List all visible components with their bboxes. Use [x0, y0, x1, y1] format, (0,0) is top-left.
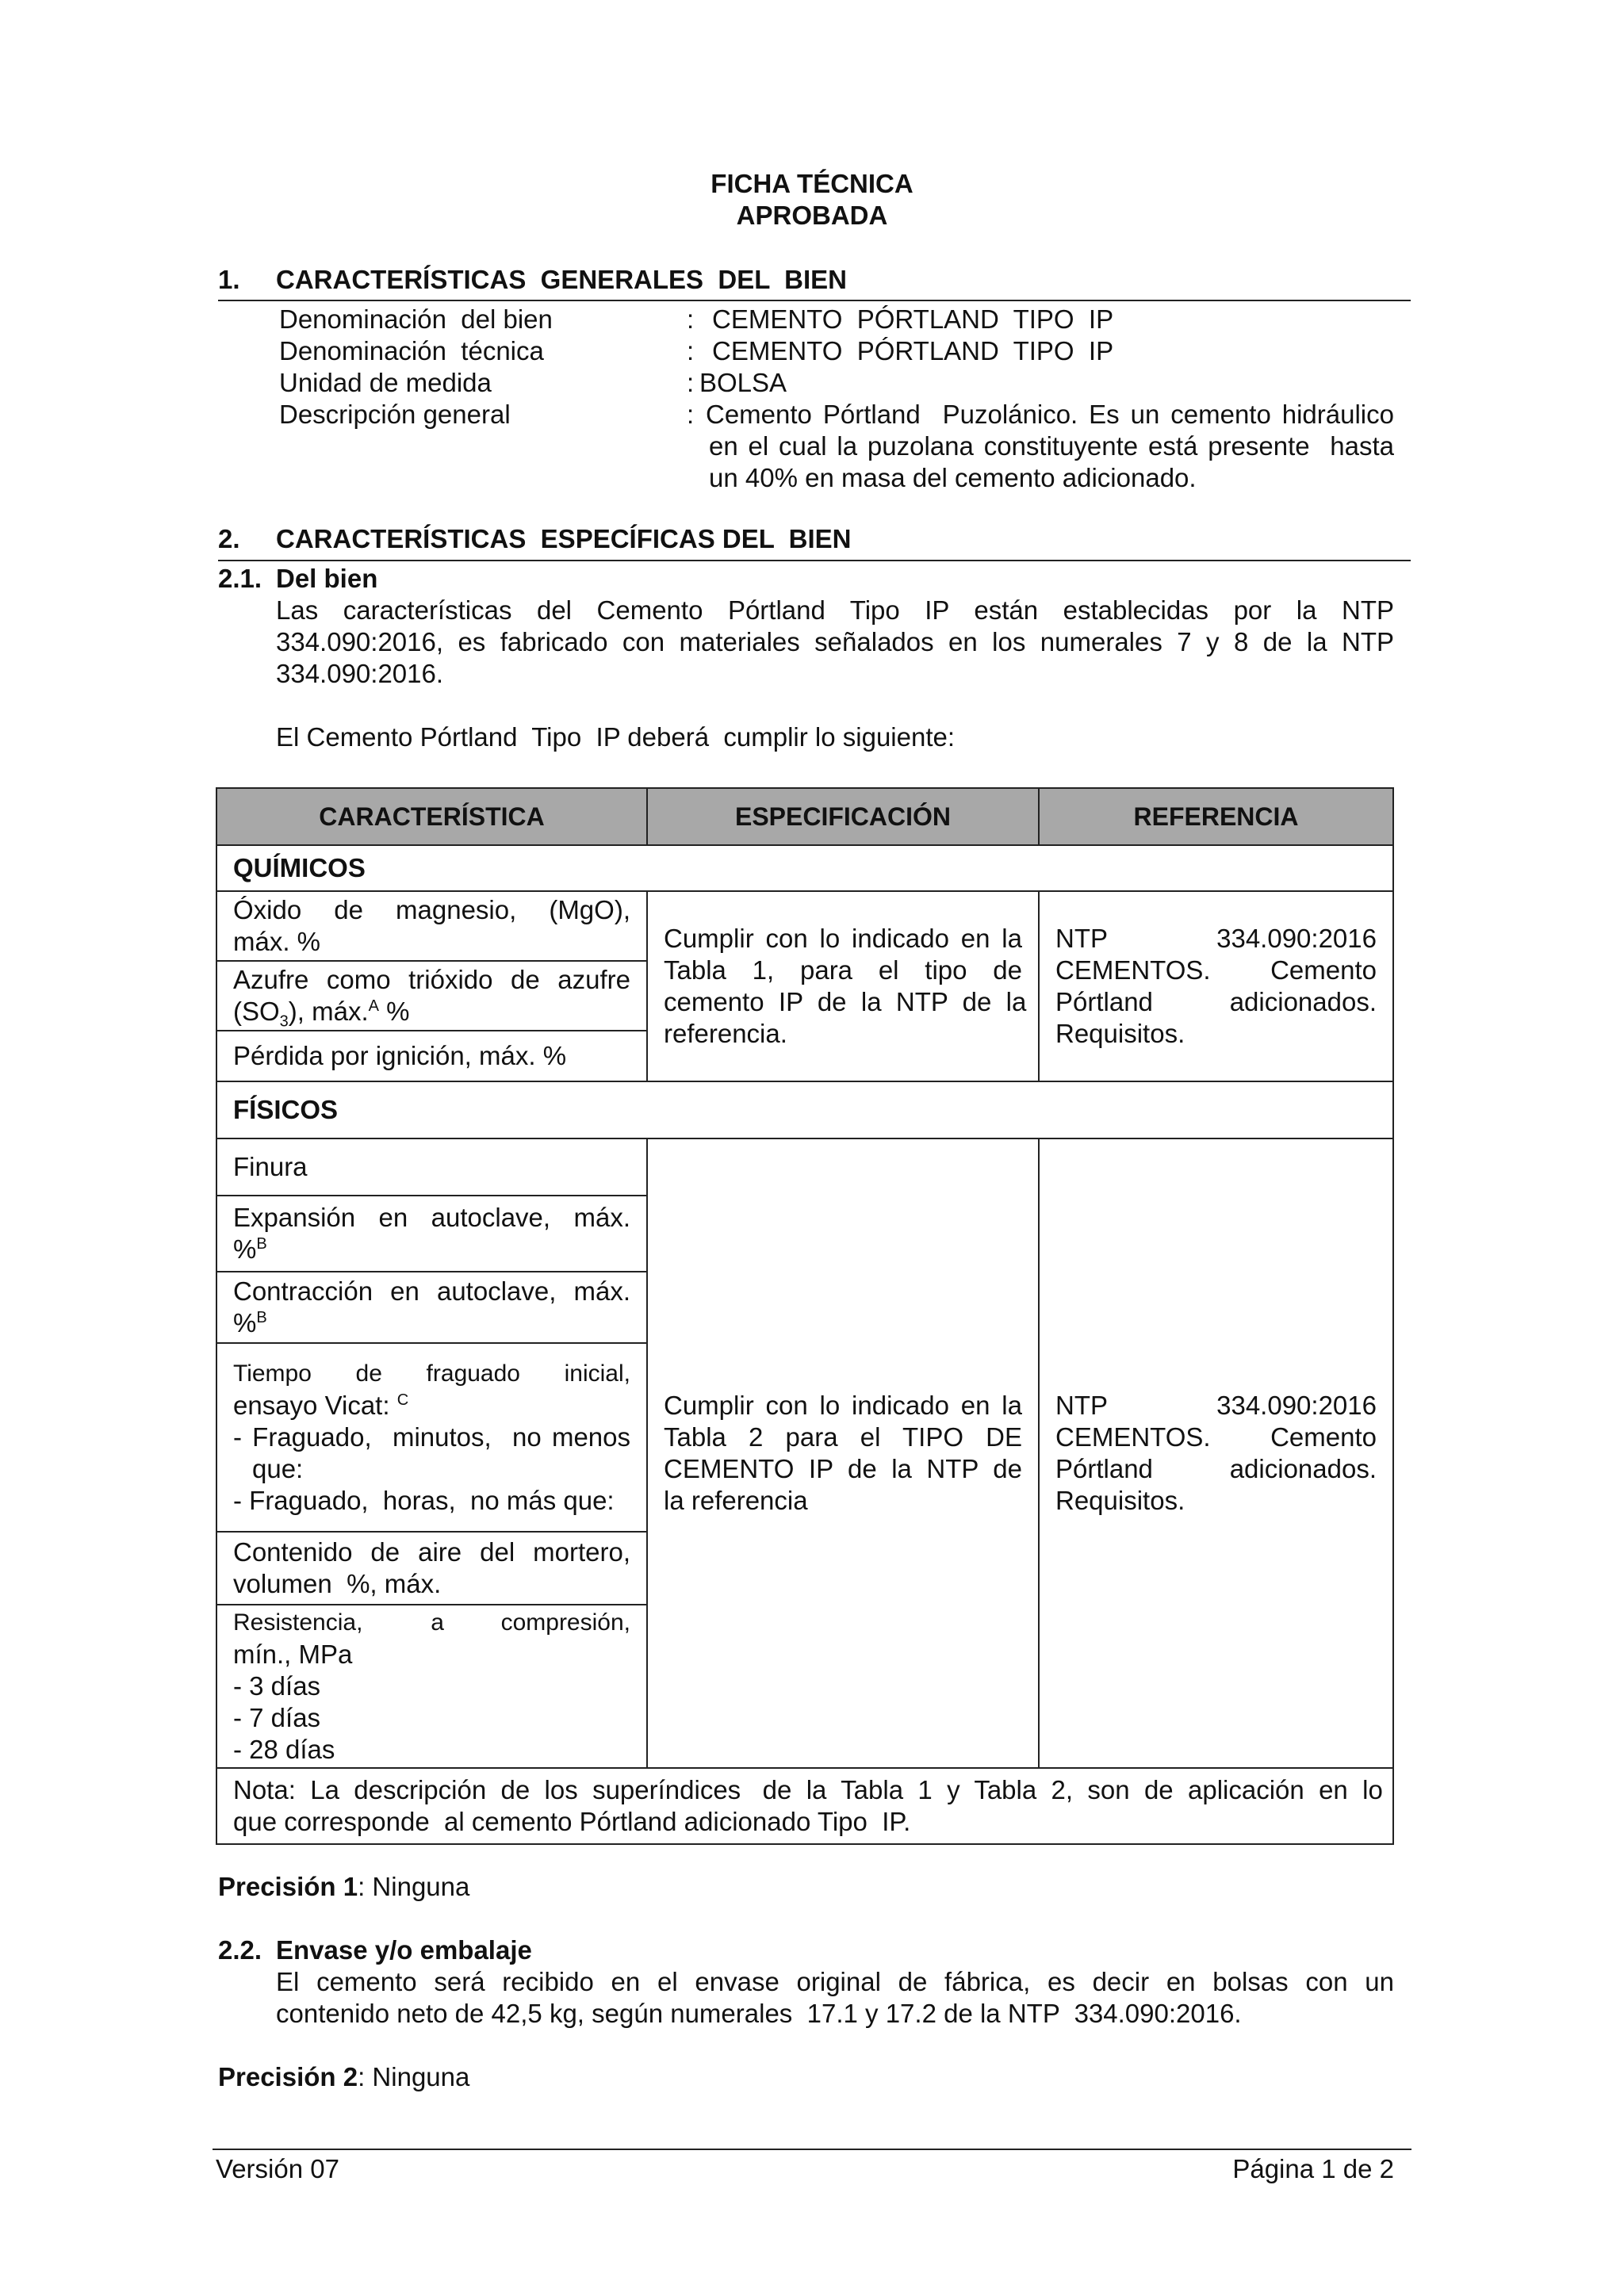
ref-cell [1039, 1138, 1393, 1768]
sub1-title: Del bien [276, 564, 378, 593]
table-note-row [216, 1768, 1393, 1844]
text-part: % [378, 997, 410, 1026]
char-cell [216, 891, 647, 961]
cell-line [233, 1390, 630, 1422]
section1-title: CARACTERÍSTICAS GENERALES DEL BIEN [276, 265, 847, 294]
field-value-line: un 40% en masa del cemento adicionado. [709, 463, 1197, 492]
cell-line: Finura [233, 1152, 308, 1181]
text-part: % [233, 1234, 257, 1264]
cell-line: NTP 334.090:2016 [1055, 1391, 1377, 1420]
table-header-row [216, 788, 1393, 845]
cell-line: Contracción en autoclave, máx. [233, 1276, 630, 1306]
precision2-label: Precisión 2 [218, 2062, 358, 2091]
note-line: Nota: La descripción de los superíndices de la Tabla 1 y Tabla 2, son de aplicación en lo [233, 1775, 1383, 1804]
section1-rule [218, 300, 1411, 301]
char-cell [216, 1272, 647, 1343]
cell-line: Tabla 1, para el tipo de [664, 955, 1022, 985]
cell-line: máx. % [233, 927, 321, 956]
field-value-line: en el cual la puzolana constituyente está presente hasta [709, 431, 1394, 461]
field-value: CEMENTO PÓRTLAND TIPO IP [712, 336, 1114, 365]
footer-page-number: Página 1 de 2 [1232, 2154, 1394, 2183]
field-label: Unidad de medida [279, 368, 492, 397]
sub1-paragraph-line: 334.090:2016. [276, 659, 444, 688]
cell-line [233, 1307, 630, 1339]
field-value: CEMENTO PÓRTLAND TIPO IP [712, 304, 1114, 334]
precision1-label: Precisión 1 [218, 1872, 358, 1901]
footer-rule [213, 2149, 1411, 2150]
cell-line: Pórtland adicionados. [1055, 1454, 1377, 1483]
field-label: Denominación técnica [279, 336, 544, 365]
cell-line: Tiempo de fraguado inicial, [233, 1360, 630, 1387]
cell-line: referencia. [664, 1019, 787, 1048]
cell-line: Pórtland adicionados. [1055, 987, 1377, 1016]
precision1 [218, 1871, 469, 1903]
char-cell [216, 1532, 647, 1605]
sub1-paragraph-line: 334.090:2016, es fabricado con materiales señalados en los numerales 7 y 8 de la NTP [276, 627, 1394, 656]
text-part: ), máx. [288, 997, 369, 1026]
header-caracteristica: CARACTERÍSTICA [216, 788, 647, 845]
footer-version: Versión 07 [216, 2154, 339, 2183]
cell-line: Óxido de magnesio, (MgO), [233, 895, 630, 924]
section2-title: CARACTERÍSTICAS ESPECÍFICAS DEL BIEN [276, 524, 852, 553]
cell-line: Azufre como trióxido de azufre [233, 965, 630, 994]
field-sep: : [687, 336, 695, 365]
char-cell [216, 1196, 647, 1272]
subscript: 3 [279, 1012, 289, 1031]
field-sep: : [687, 368, 695, 397]
table-row [216, 1138, 1393, 1196]
char-cell [216, 1605, 647, 1768]
field-value: BOLSA [699, 368, 787, 397]
superscript: A [368, 997, 379, 1015]
cell-line: que: [252, 1454, 304, 1483]
superscript: B [256, 1235, 267, 1253]
field-sep: : [687, 400, 695, 429]
char-cell [216, 1031, 647, 1081]
cell-line: - 7 días [233, 1703, 321, 1732]
table-row [216, 891, 1393, 961]
cell-line: Requisitos. [1055, 1486, 1185, 1515]
ref-cell [1039, 891, 1393, 1081]
sub2-title: Envase y/o embalaje [276, 1935, 532, 1965]
cell-line: - Fraguado, minutos, no menos [233, 1422, 630, 1452]
section2-number: 2. [218, 524, 240, 553]
specification-table [216, 787, 1394, 1845]
char-cell [216, 1138, 647, 1196]
field-sep: : [687, 304, 695, 334]
spec-cell [647, 1138, 1039, 1768]
cell-line: CEMENTOS. Cemento [1055, 955, 1377, 985]
cell-line: - 28 días [233, 1735, 335, 1764]
field-label: Denominación del bien [279, 304, 553, 334]
superscript: B [256, 1309, 267, 1326]
header-referencia: REFERENCIA [1039, 788, 1393, 845]
cell-line: cemento IP de la NTP de la [664, 987, 1027, 1016]
sub2-number: 2.2. [218, 1935, 262, 1965]
superscript: C [396, 1391, 409, 1409]
char-cell [216, 961, 647, 1031]
text-part: % [233, 1308, 257, 1337]
doc-title-line1: FICHA TÉCNICA [710, 169, 914, 198]
cell-line: Resistencia, a compresión, [233, 1609, 630, 1636]
sub1-intro: El Cemento Pórtland Tipo IP deberá cumplir lo siguiente: [276, 722, 956, 752]
precision2-value: : Ninguna [358, 2062, 470, 2091]
text-part: ensayo Vicat: [233, 1391, 390, 1420]
precision1-value: : Ninguna [358, 1872, 470, 1901]
field-value-line: Cemento Pórtland Puzolánico. Es un cemento hidráulico [706, 400, 1394, 429]
cell-line: mín., MPa [233, 1640, 353, 1669]
cell-line: Contenido de aire del mortero, [233, 1537, 630, 1567]
cell-line: la referencia [664, 1486, 808, 1515]
text-part: (SO [233, 997, 280, 1026]
table-section-row [216, 1081, 1393, 1138]
cell-line: Tabla 2 para el TIPO DE [664, 1422, 1022, 1452]
section1-number: 1. [218, 265, 240, 294]
cell-line: volumen %, máx. [233, 1569, 442, 1598]
cell-line: Expansión en autoclave, máx. [233, 1203, 630, 1232]
cell-line: Pérdida por ignición, máx. % [233, 1041, 567, 1070]
fisicos-title: FÍSICOS [216, 1081, 1393, 1138]
cell-line [233, 1234, 630, 1265]
table-section-row [216, 845, 1393, 891]
sub1-number: 2.1. [218, 564, 262, 593]
precision2 [218, 2061, 469, 2093]
sub1-paragraph-line: Las características del Cemento Pórtland Tipo IP están establecidas por la NTP [276, 595, 1394, 625]
cell-line: CEMENTO IP de la NTP de [664, 1454, 1022, 1483]
section2-rule [218, 560, 1411, 561]
cell-line: Requisitos. [1055, 1019, 1185, 1048]
header-especificacion: ESPECIFICACIÓN [647, 788, 1039, 845]
char-cell [216, 1343, 647, 1532]
note-line: que corresponde al cemento Pórtland adicionado Tipo IP. [233, 1807, 911, 1836]
cell-line: CEMENTOS. Cemento [1055, 1422, 1377, 1452]
cell-line: - Fraguado, horas, no más que: [233, 1486, 615, 1515]
sub2-paragraph-line: contenido neto de 42,5 kg, según numerales 17.1 y 17.2 de la NTP 334.090:2016. [276, 1999, 1242, 2028]
cell-line: Cumplir con lo indicado en la [664, 924, 1022, 953]
note-cell [216, 1768, 1393, 1844]
sub2-paragraph-line: El cemento será recibido en el envase original de fábrica, es decir en bolsas con un [276, 1967, 1394, 1996]
quimicos-title: QUÍMICOS [216, 845, 1393, 891]
spec-cell [647, 891, 1039, 1081]
cell-line [233, 996, 630, 1031]
cell-line: - 3 días [233, 1671, 321, 1701]
field-label: Descripción general [279, 400, 511, 429]
doc-title-line2: APROBADA [736, 201, 888, 230]
cell-line: NTP 334.090:2016 [1055, 924, 1377, 953]
cell-line: Cumplir con lo indicado en la [664, 1391, 1022, 1420]
